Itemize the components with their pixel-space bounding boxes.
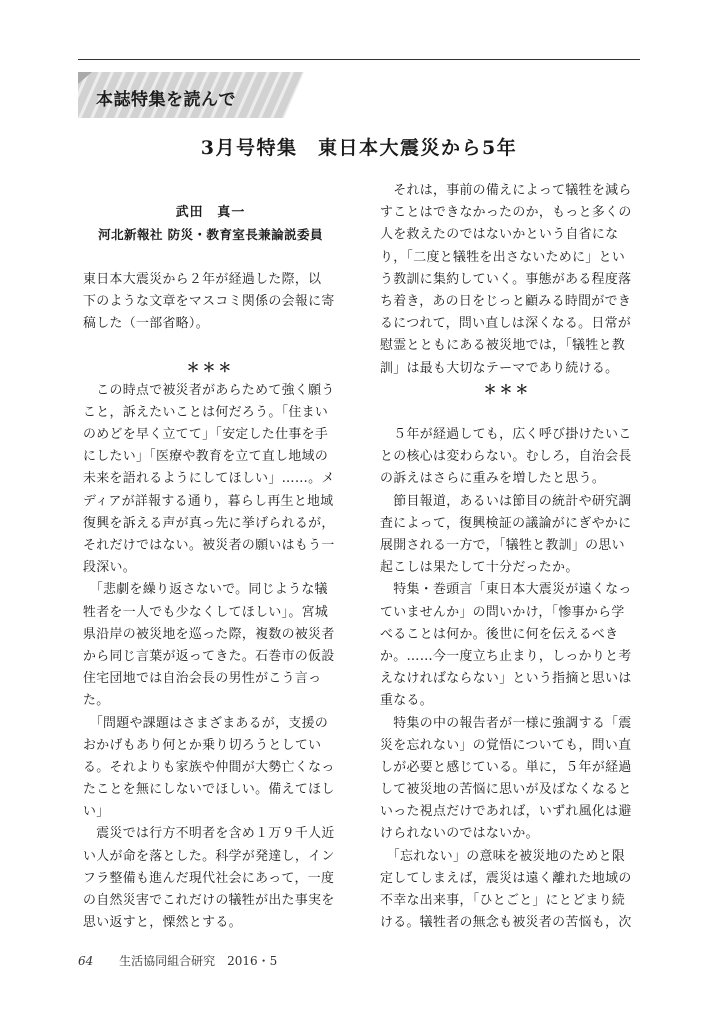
text-line: 下のような文章をマスコミ関係の会報に寄 <box>83 293 335 309</box>
text-line: 稿した（一部省略）。 <box>83 316 209 332</box>
text-line: フラ整備も進んだ現代社会にあって，一度 <box>83 870 335 886</box>
text-line: それは，事前の備えによって犠牲を減ら <box>380 183 632 198</box>
text-line: ディアが詳報する通り，暮らし再生と地域 <box>83 493 334 509</box>
text-line: 展開される一方で，「犠牲と教訓」の思い <box>380 538 625 553</box>
text-line: べることは何か。後世に何を伝えるべき <box>380 626 619 642</box>
text-line: しが必要と感じている。単に，５年が経過 <box>380 759 632 775</box>
section-divider: ＊＊＊ <box>186 360 235 376</box>
text-line: 起こしは果たして十分だったか。 <box>380 560 579 576</box>
page-number: 64 <box>78 954 94 968</box>
left-column <box>83 180 338 934</box>
text-line: こと，訴えたいことは何だろう。「住まい <box>83 404 329 420</box>
text-line: 牲者を一人でも少なくしてほしい」。宮城 <box>83 604 329 620</box>
text-line: たことを無にしないでほしい。備えてほし <box>83 782 335 798</box>
text-line: 節目報道，あるいは節目の統計や研究調 <box>380 493 632 509</box>
text-line: るにつれて，問い直しは深くなる。日常が <box>380 316 632 332</box>
right-column <box>380 180 635 934</box>
header-rule <box>78 59 640 60</box>
text-line: 「悲劇を繰り返さないで。同じような犠 <box>83 582 328 598</box>
text-line: 人を救えたのではないかという自省にな <box>380 227 619 243</box>
text-line: 訓」は最も大切なテーマであり続ける。 <box>380 360 619 376</box>
text-line: 特集・巻頭言「東日本大震災が遠くなっ <box>380 582 632 598</box>
text-line: 「問題や課題はさまざまあるが，支援の <box>83 715 329 731</box>
author-affiliation: 河北新報社 防災・教育室長兼論説委員 <box>98 227 323 243</box>
text-line: の訴えはさらに重みを増したと思う。 <box>380 471 606 487</box>
text-line: 「忘れない」の意味を被災地のためと限 <box>380 848 626 864</box>
text-line: して被災地の苦悩に思いが及ばなくなると <box>380 782 632 798</box>
text-line <box>380 402 635 424</box>
author-name: 武田 真一 <box>175 205 246 221</box>
text-line: この時点で被災者があらためて強く願う <box>83 382 335 398</box>
text-line <box>83 335 338 357</box>
text-line: う教訓に集約していく。事態がある程度落 <box>380 271 632 287</box>
text-line: いった視点だけであれば，いずれ風化は避 <box>380 804 632 820</box>
journal-name: 生活協同組合研究 2016・5 <box>119 954 278 968</box>
text-line: 住宅団地では自治会長の男性がこう言っ <box>83 671 322 687</box>
text-line: の自然災害でこれだけの犠牲が出た事実を <box>83 893 335 908</box>
text-line: か。……今一度立ち止まり，しっかりと考 <box>380 648 632 664</box>
text-line: にしたい」「医療や教育を立て直し地域の <box>83 449 329 465</box>
text-line: る。それよりも家族や仲間が大勢亡くなっ <box>83 759 335 775</box>
text-line: 不幸な出来事，「ひとごと」にとどまり続 <box>380 893 626 908</box>
text-line: 重なる。 <box>380 693 433 709</box>
text-line: ち着き，あの日をじっと顧みる時間ができ <box>380 293 632 309</box>
text-line: 査によって，復興検証の議論がにぎやかに <box>380 515 632 531</box>
text-line: 未来を語れるようにしてほしい」……。メ <box>83 471 335 487</box>
text-line: ける。犠牲者の無念も被災者の苦悩も，次 <box>380 915 632 931</box>
text-line: 復興を訴える声が真っ先に挙げられるが， <box>83 515 335 531</box>
section-divider: ＊＊＊ <box>483 382 532 398</box>
text-line: えなければならない」という指摘と思いは <box>380 671 632 687</box>
article-title: 3月号特集 東日本大震災から5年 <box>200 137 518 159</box>
text-line: おかげもあり何とか乗り切ろうとしてい <box>83 737 322 753</box>
text-line: のめどを早く立てて」「安定した仕事を手 <box>83 427 329 443</box>
text-line: 段深い。 <box>83 560 136 576</box>
text-line: 県沿岸の被災地を巡った際，複数の被災者 <box>83 626 335 642</box>
text-line: 特集の中の報告者が一様に強調する「震 <box>380 715 632 731</box>
text-line: 震災では行方不明者を含め１万９千人近 <box>83 826 335 842</box>
page-footer <box>78 952 277 969</box>
text-line: 定してしまえば，震災は遠く離れた地域の <box>380 870 632 886</box>
text-line: けられないのではないか。 <box>380 826 539 842</box>
text-line: い」 <box>83 804 110 820</box>
text-line: との核心は変わらない。むしろ，自治会長 <box>380 449 632 465</box>
text-line: それだけではない。被災者の願いはもう一 <box>83 538 335 553</box>
text-line: た。 <box>83 693 110 709</box>
section-label: 本誌特集を読んで <box>96 90 236 110</box>
text-line: い人が命を落とした。科学が発達し，イン <box>83 848 335 864</box>
text-line: 思い返すと，慄然とする。 <box>83 915 242 931</box>
text-line: 慰霊とともにある被災地では，「犠牲と教 <box>380 338 626 354</box>
text-line: ていませんか」の問いかけ，「惨事から学 <box>380 604 625 620</box>
text-line: すことはできなかったのか，もっと多くの <box>380 205 632 221</box>
text-line: 災を忘れない」の覚悟についても，問い直 <box>380 737 632 753</box>
text-line: から同じ言葉が返ってきた。石巻市の仮設 <box>83 648 335 664</box>
text-line: り，「二度と犠牲を出さないために」とい <box>380 249 626 265</box>
text-line: ５年が経過しても，広く呼び掛けたいこ <box>380 427 632 443</box>
text-line: 東日本大震災から２年が経過した際，以 <box>83 271 322 287</box>
section-label-banner <box>78 72 304 118</box>
